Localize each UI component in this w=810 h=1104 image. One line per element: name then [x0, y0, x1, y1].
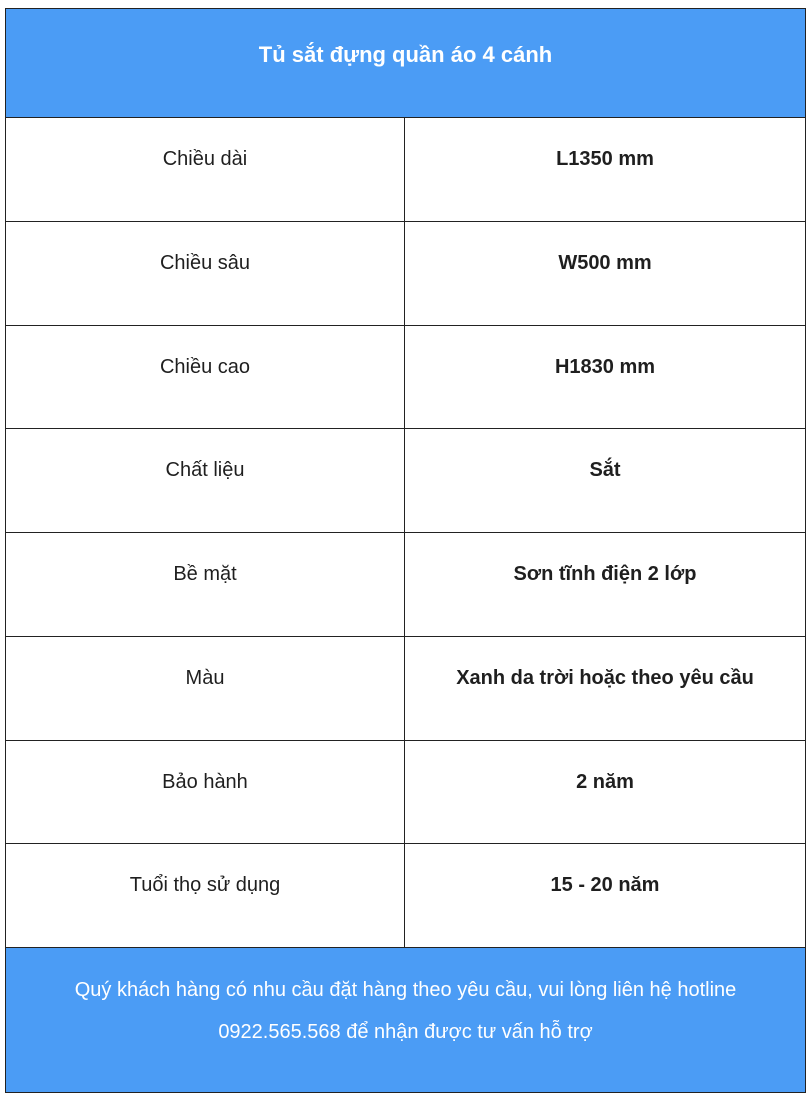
- table-header: [6, 9, 805, 118]
- spec-row-height: [6, 326, 805, 430]
- spec-label: Chiều sâu: [6, 222, 405, 325]
- spec-label: Chiều cao: [6, 326, 405, 429]
- spec-value: Sơn tĩnh điện 2 lớp: [513, 563, 697, 585]
- spec-row-warranty: [6, 741, 805, 845]
- spec-row-length: [6, 118, 805, 222]
- spec-label: Bảo hành: [6, 741, 405, 844]
- spec-row-depth: [6, 222, 805, 326]
- spec-label: Màu: [6, 637, 405, 740]
- spec-label: Tuổi thọ sử dụng: [6, 844, 405, 947]
- footer-line-2: 0922.565.568 để nhận được tư vấn hỗ trợ: [218, 1021, 593, 1043]
- spec-row-material: [6, 429, 805, 533]
- spec-table: [5, 8, 806, 1093]
- table-title: Tủ sắt đựng quần áo 4 cánh: [258, 42, 553, 67]
- spec-value: 2 năm: [576, 770, 634, 793]
- spec-value: Sắt: [589, 459, 621, 482]
- spec-label: Chiều dài: [6, 118, 405, 221]
- contact-footer: [6, 948, 805, 1092]
- spec-row-lifespan: [6, 844, 805, 948]
- spec-row-surface: [6, 533, 805, 637]
- spec-rows: [6, 118, 805, 948]
- spec-row-color: [6, 637, 805, 741]
- spec-label: Chất liệu: [6, 429, 405, 532]
- spec-value: L1350 mm: [556, 148, 654, 170]
- spec-value: Xanh da trời hoặc theo yêu cầu: [456, 666, 754, 689]
- footer-line-1: Quý khách hàng có nhu cầu đặt hàng theo yêu cầu, vui lòng liên hệ hotline: [74, 979, 737, 1001]
- spec-value: H1830 mm: [554, 355, 656, 378]
- spec-value: W500 mm: [558, 251, 652, 274]
- spec-label: Bề mặt: [6, 533, 405, 636]
- spec-value: 15 - 20 năm: [550, 874, 660, 897]
